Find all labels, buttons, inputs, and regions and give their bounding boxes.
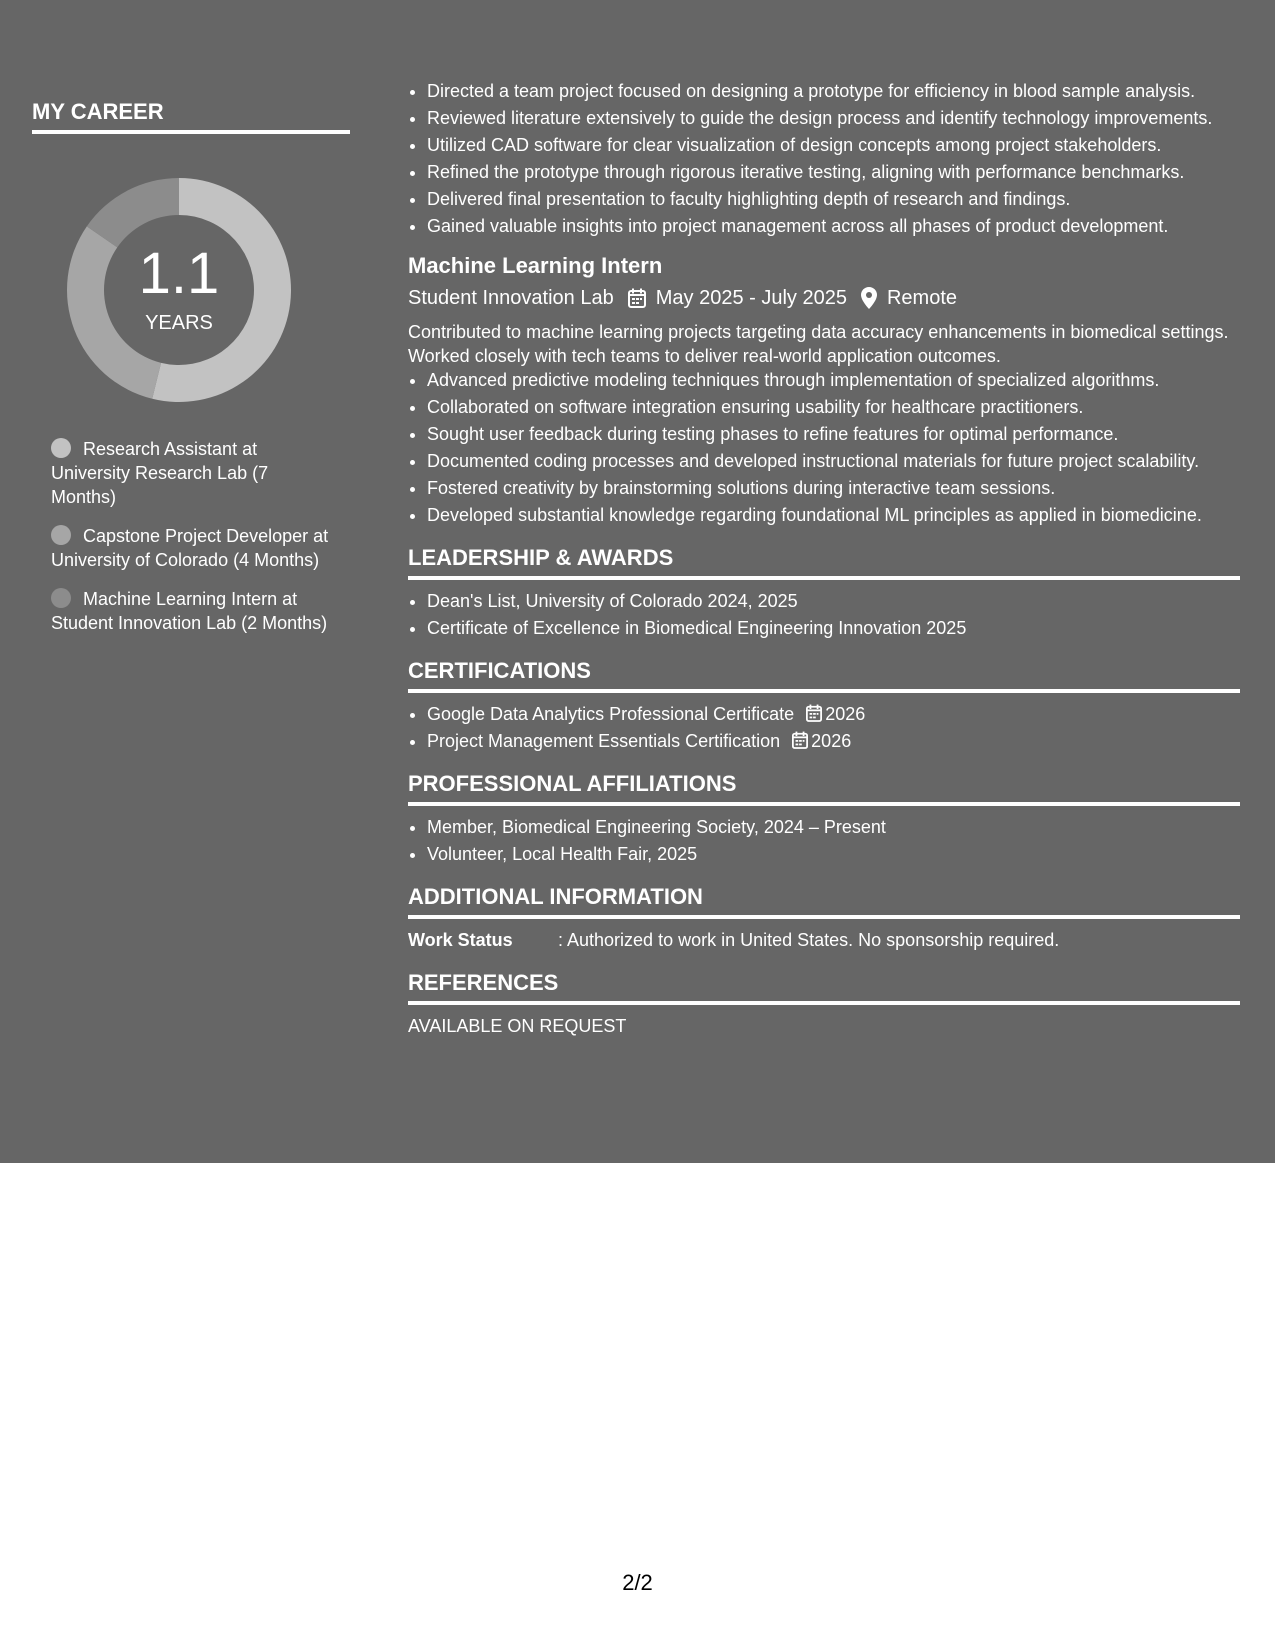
page-number: 2/2 <box>622 1570 653 1595</box>
list-item: • Delivered final presentation to faculty highlighting depth of research and findings. <box>427 187 1240 211</box>
affiliations-heading: PROFESSIONAL AFFILIATIONS <box>408 771 1240 806</box>
list-item: • Advanced predictive modeling techniques through implementation of specialized algorithms. <box>427 368 1240 392</box>
leadership-heading: LEADERSHIP & AWARDS <box>408 545 1240 580</box>
career-legend <box>51 437 331 650</box>
certification-name: Project Management Essentials Certification <box>427 731 781 751</box>
legend-dot-icon <box>51 525 71 545</box>
list-item: • Sought user feedback during testing phases to refine features for optimal performance. <box>427 422 1240 446</box>
job-meta <box>408 284 1240 312</box>
leadership-list <box>408 589 1240 640</box>
location-pin-icon <box>861 287 877 309</box>
list-item: • Documented coding processes and developed instructional materials for future project scalability. <box>427 449 1240 473</box>
list-item: • Dean's List, University of Colorado 2024, 2025 <box>427 589 1240 613</box>
job-bullets <box>408 368 1240 527</box>
list-item: • Reviewed literature extensively to guide the design process and identify technology improvements. <box>427 106 1240 130</box>
work-status-row <box>408 928 1240 952</box>
legend-item <box>51 437 331 509</box>
list-item: • Directed a team project focused on designing a prototype for efficiency in blood sample analysis. <box>427 79 1240 103</box>
total-years-unit: YEARS <box>145 312 213 334</box>
total-years-value: 1.1 <box>138 241 220 306</box>
affiliations-list <box>408 815 1240 866</box>
job-title: Machine Learning Intern <box>408 253 663 278</box>
work-status-label: Work Status <box>408 930 513 950</box>
job-dates: May 2025 - July 2025 <box>655 287 847 309</box>
job-company: Student Innovation Lab <box>408 287 614 309</box>
additional-info-heading: ADDITIONAL INFORMATION <box>408 884 1240 919</box>
legend-label: Research Assistant at University Research Lab (7 Months) <box>51 439 269 507</box>
certification-name: Google Data Analytics Professional Certificate <box>427 704 795 724</box>
references-text: AVAILABLE ON REQUEST <box>408 1016 627 1036</box>
certification-year: 2026 <box>825 704 866 724</box>
legend-item <box>51 587 331 635</box>
previous-job-bullets <box>408 79 1240 238</box>
calendar-icon <box>792 731 808 749</box>
work-status-value: : Authorized to work in United States. No sponsorship required. <box>558 930 1060 950</box>
legend-dot-icon <box>51 588 71 608</box>
list-item <box>427 729 1240 753</box>
career-heading: MY CAREER <box>32 99 350 134</box>
certifications-heading: CERTIFICATIONS <box>408 658 1240 693</box>
list-item: • Collaborated on software integration ensuring usability for healthcare practitioners. <box>427 395 1240 419</box>
list-item <box>427 702 1240 726</box>
list-item: • Member, Biomedical Engineering Society, 2024 – Present <box>427 815 1240 839</box>
certifications-list <box>408 702 1240 753</box>
right-column <box>408 79 1240 1038</box>
list-item: • Certificate of Excellence in Biomedical Engineering Innovation 2025 <box>427 616 1240 640</box>
list-item: • Refined the prototype through rigorous iterative testing, aligning with performance benchmarks. <box>427 160 1240 184</box>
list-item: • Utilized CAD software for clear visualization of design concepts among project stakeholders. <box>427 133 1240 157</box>
certification-year: 2026 <box>811 731 852 751</box>
list-item: • Gained valuable insights into project management across all phases of product development. <box>427 214 1240 238</box>
list-item: • Developed substantial knowledge regarding foundational ML principles as applied in biomedicine. <box>427 503 1240 527</box>
list-item: • Fostered creativity by brainstorming solutions during interactive team sessions. <box>427 476 1240 500</box>
legend-item <box>51 524 331 572</box>
calendar-icon <box>628 288 646 308</box>
legend-label: Capstone Project Developer at University of Colorado (4 Months) <box>51 526 329 570</box>
references-heading: REFERENCES <box>408 970 1240 1005</box>
list-item: • Volunteer, Local Health Fair, 2025 <box>427 842 1240 866</box>
legend-dot-icon <box>51 438 71 458</box>
calendar-icon <box>806 704 822 722</box>
job-description: Contributed to machine learning projects targeting data accuracy enhancements in biomedical settings. Worked closely with tech teams to deliver real-world application outcomes. <box>408 322 1229 366</box>
career-donut-chart <box>64 175 294 405</box>
legend-label: Machine Learning Intern at Student Innovation Lab (2 Months) <box>51 589 328 633</box>
job-location: Remote <box>886 287 957 309</box>
